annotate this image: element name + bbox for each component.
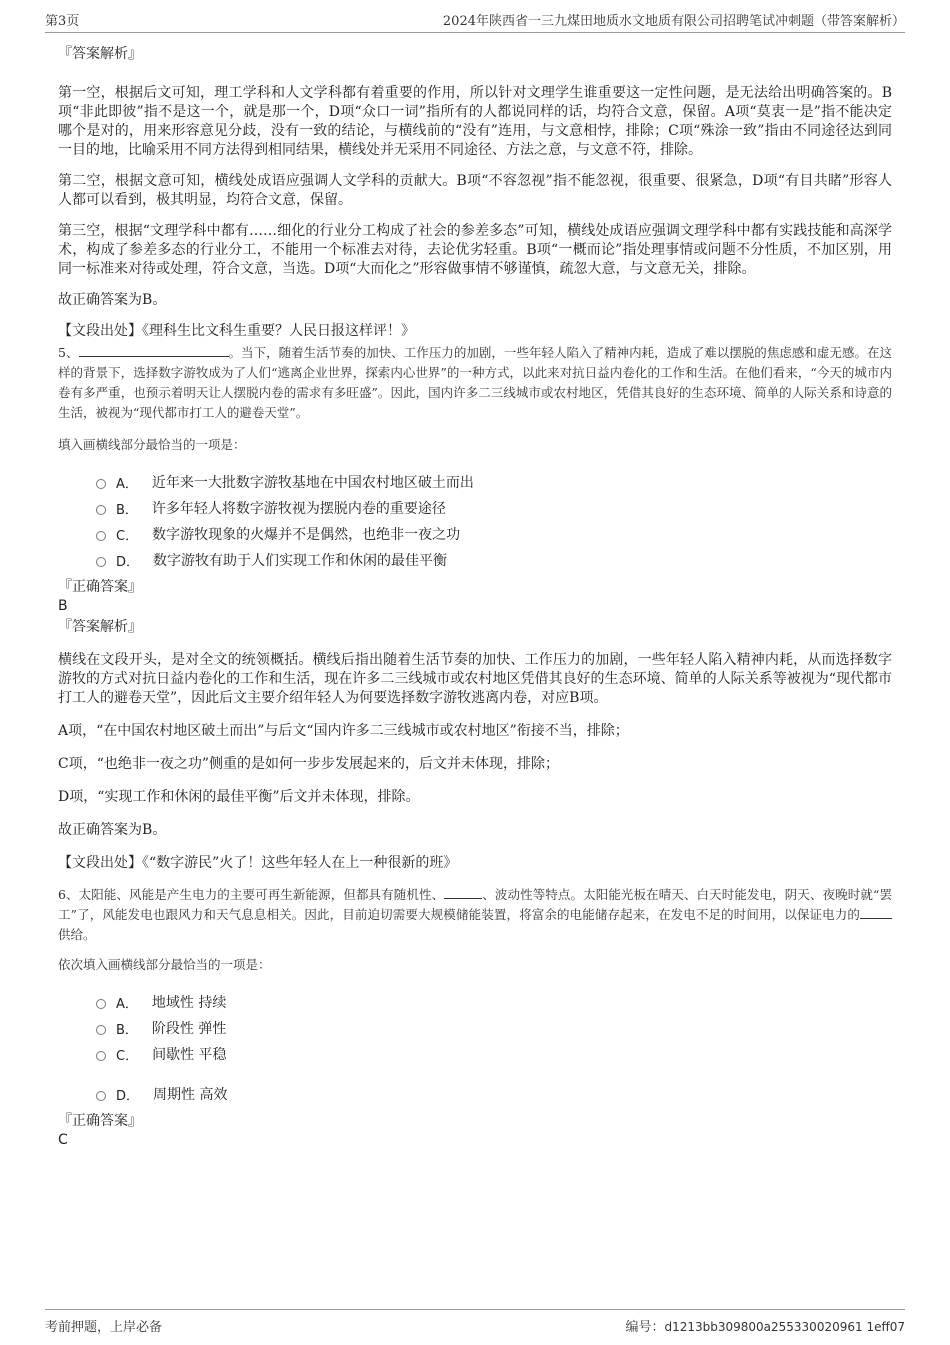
page-footer bbox=[45, 1309, 905, 1340]
conclusion-text: 故正确答案为B。 bbox=[58, 822, 167, 838]
option-d[interactable] bbox=[96, 1081, 892, 1107]
option-letter: B． bbox=[116, 502, 138, 518]
question-instruction: 依次填入画横线部分最恰当的一项是： bbox=[58, 957, 271, 972]
question-instruction: 填入画横线部分最恰当的一项是： bbox=[58, 437, 246, 452]
option-b[interactable] bbox=[96, 1015, 892, 1041]
option-text: 周期性 高效 bbox=[153, 1087, 228, 1103]
radio-icon[interactable] bbox=[96, 1091, 106, 1101]
correct-answer-label: 『正确答案』 bbox=[58, 1113, 142, 1129]
radio-icon[interactable] bbox=[96, 479, 106, 489]
option-c[interactable] bbox=[96, 521, 892, 547]
analysis-paragraph: 第一空，根据后文可知，理工学科和人文学科都有着重要的作用，所以针对文理学生谁重要这一定性问题，是无法给出明确答案的。B项“非此即彼”指不是这一个，就是那一个，D项“众口一词”指所有的人都说同样的话，均符合文意，保留。A项“莫衷一是”指不能决定哪个是对的，用来形容意见分歧，没有一致的结论，与横线前的“没有”连用，与文意相悖，排除；C项“殊涂一致”指由不同途径达到同一目的地，比喻采用不同方法得到相同结果，横线处并无采用不同途径、方法之意，与文意不符，排除。 bbox=[58, 85, 892, 158]
source-citation: 【文段出处】《理科生比文科生重要？人民日报这样评！》 bbox=[58, 323, 415, 339]
radio-icon[interactable] bbox=[96, 999, 106, 1009]
answer-blank bbox=[79, 344, 229, 357]
option-letter: A． bbox=[116, 476, 138, 492]
option-text: 许多年轻人将数字游牧视为摆脱内卷的重要途径 bbox=[151, 501, 446, 517]
option-text: 数字游牧有助于人们实现工作和休闲的最佳平衡 bbox=[153, 553, 448, 569]
analysis-paragraph: 第三空，根据“文理学科中都有……细化的行业分工构成了社会的参差多态”可知，横线处成语应强调文理学科中都有实践技能和高深学术，构成了参差多态的行业分工，不能用一个标准去对待，去论优劣轻重。B项“一概而论”指处理事情或问题不分性质，不加区别，用同一标准来对待或处理，符合文意，当选。D项“大而化之”形容做事情不够谨慎，疏忽大意，与文意无关，排除。 bbox=[58, 223, 892, 277]
question-number: 5、 bbox=[58, 345, 79, 360]
code-label: 编号： bbox=[625, 1319, 665, 1335]
question-number: 6、 bbox=[58, 887, 79, 902]
option-letter: B． bbox=[116, 1022, 138, 1038]
radio-icon[interactable] bbox=[96, 531, 106, 541]
option-letter: A． bbox=[116, 996, 138, 1012]
page-header bbox=[45, 10, 905, 33]
analysis-paragraph: A项，“在中国农村地区破土而出”与后文“国内许多二三线城市或农村地区”衔接不当，排除； bbox=[58, 723, 629, 739]
option-letter: D． bbox=[116, 554, 140, 570]
analysis-paragraph: C项，“也绝非一夜之功”侧重的是如何一步步发展起来的，后文并未体现，排除； bbox=[58, 756, 560, 772]
option-text: 数字游牧现象的火爆并不是偶然，也绝非一夜之功 bbox=[152, 527, 461, 543]
option-text: 间歇性 平稳 bbox=[152, 1047, 227, 1063]
options-list bbox=[96, 469, 892, 573]
option-text: 阶段性 弹性 bbox=[151, 1021, 227, 1037]
question-text: 太阳能、风能是产生电力的主要可再生新能源，但都具有随机性、 bbox=[78, 887, 445, 902]
option-c[interactable] bbox=[96, 1041, 892, 1067]
conclusion-text: 故正确答案为B。 bbox=[58, 292, 167, 308]
analysis-paragraph: 横线在文段开头，是对全文的统领概括。横线后指出随着生活节奏的加快、工作压力的加剧，一些年轻人陷入精神内耗，从而选择数字游牧的方式对抗日益内卷化的工作和生活，现在许多二三线城市或农村地区凭借其良好的生态环境、简单的人际关系等被视为“现代都市打工人的避卷天堂”，因此后文主要介绍年轻人为何要选择数字游牧逃离内卷，对应B项。 bbox=[58, 652, 892, 706]
answer-blank bbox=[860, 906, 892, 919]
main-content bbox=[58, 42, 892, 1149]
option-letter: C． bbox=[116, 528, 139, 544]
analysis-label: 『答案解析』 bbox=[58, 46, 142, 62]
option-letter: D． bbox=[116, 1088, 140, 1104]
correct-answer: B bbox=[58, 598, 68, 614]
analysis-paragraph: D项，“实现工作和休闲的最佳平衡”后文并未体现，排除。 bbox=[58, 789, 420, 805]
code-value: d1213bb309800a255330020961 1eff07 bbox=[664, 1319, 905, 1334]
options-list bbox=[96, 989, 892, 1107]
radio-icon[interactable] bbox=[96, 557, 106, 567]
option-text: 地域性 持续 bbox=[151, 995, 227, 1011]
option-text: 近年来一大批数字游牧基地在中国农村地区破土而出 bbox=[151, 475, 474, 491]
document-code bbox=[625, 1316, 905, 1335]
option-letter: C． bbox=[116, 1048, 139, 1064]
answer-blank bbox=[444, 886, 482, 899]
radio-icon[interactable] bbox=[96, 505, 106, 515]
option-b[interactable] bbox=[96, 495, 892, 521]
correct-answer-label: 『正确答案』 bbox=[58, 579, 142, 595]
analysis-label: 『答案解析』 bbox=[58, 619, 142, 635]
question-6 bbox=[58, 885, 892, 945]
footer-slogan: 考前押题，上岸必备 bbox=[45, 1319, 163, 1335]
source-citation: 【文段出处】《“数字游民”火了！这些年轻人在上一种很新的班》 bbox=[58, 855, 458, 871]
question-text: 、波动性等特点。太阳能光板在晴天、白天时能发电，阴天、夜晚时就“罢工”了，风能发电也跟风力和天气息息相关。因此，目前迫切需要大规模储能装置，将富余的电能储存起来，在发电不足的时间用，以保证电力的 bbox=[58, 887, 892, 922]
question-5 bbox=[58, 343, 892, 423]
correct-answer: C bbox=[58, 1132, 68, 1148]
question-text: 供给。 bbox=[58, 927, 96, 942]
radio-icon[interactable] bbox=[96, 1051, 106, 1061]
radio-icon[interactable] bbox=[96, 1025, 106, 1035]
question-text: 。当下，随着生活节奏的加快、工作压力的加剧，一些年轻人陷入了精神内耗，造成了难以摆脱的焦虑感和虚无感。在这样的背景下，选择数字游牧成为了人们“逃离企业世界，探索内心世界”的一种方式，以此来对抗日益内卷化的工作和生活。在他们看来，“今天的城市内卷有多严重，也预示着明天让人摆脱内卷的需求有多旺盛”。因此，国内许多二三线城市或农村地区，凭借其良好的生态环境、简单的人际关系和诗意的生活，被视为“现代都市打工人的避卷天堂”。 bbox=[58, 345, 892, 420]
option-d[interactable] bbox=[96, 547, 892, 573]
option-a[interactable] bbox=[96, 989, 892, 1015]
page-number: 第3页 bbox=[45, 14, 80, 29]
analysis-paragraph: 第二空，根据文意可知，横线处成语应强调人文学科的贡献大。B项“不容忽视”指不能忽视，很重要、很紧急，D项“有目共睹”形容人人都可以看到，极其明显，均符合文意，保留。 bbox=[58, 173, 892, 208]
option-a[interactable] bbox=[96, 469, 892, 495]
document-title: 2024年陕西省一三九煤田地质水文地质有限公司招聘笔试冲刺题（带答案解析） bbox=[442, 14, 905, 29]
